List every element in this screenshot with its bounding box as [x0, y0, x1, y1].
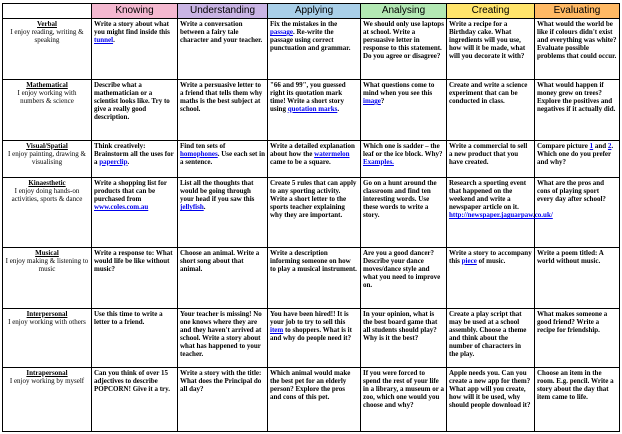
task-cell: [361, 140, 447, 177]
intelligence-description: I enjoy reading, writing & speaking: [10, 28, 84, 44]
intelligence-name: Visual/Spatial: [26, 141, 68, 150]
task-cell: [178, 140, 268, 177]
task-link[interactable]: watermelon: [314, 149, 350, 158]
task-cell: [268, 247, 361, 308]
task-cell: [92, 308, 178, 367]
task-text: Write a description informing someone on how to play a musical instrument.: [270, 248, 357, 273]
task-cell: [268, 367, 361, 431]
header-applying: Applying: [268, 4, 361, 19]
task-cell: [447, 140, 535, 177]
task-link[interactable]: tunnel: [94, 36, 114, 44]
grid-body: [3, 19, 620, 432]
task-cell: [178, 19, 268, 80]
task-link[interactable]: passage: [270, 28, 293, 36]
intelligence-description: I enjoy working by myself: [9, 376, 85, 385]
task-text: Write a persuasive letter to a friend that tells them why maths is the best subject at school.: [180, 80, 263, 113]
header-analysing: Analysing: [361, 4, 447, 19]
task-link[interactable]: jellyfish: [180, 203, 204, 212]
choice-board-grid: [2, 3, 620, 432]
task-link[interactable]: piece: [461, 256, 477, 265]
task-cell: [535, 79, 620, 140]
intelligence-description: I enjoy painting, drawing & visualising: [8, 149, 86, 166]
task-cell: [361, 19, 447, 80]
task-cell: [92, 367, 178, 431]
task-text: "66 and 99", you guessed right its quotation mark time! Write a short story using: [270, 80, 346, 113]
task-text: If you were forced to spend the rest of your life in a library, a museum or a zoo, which one would you choose and why?: [363, 368, 444, 409]
task-link[interactable]: http://newspaper.jaguarpaw.co.uk/: [449, 211, 553, 220]
task-text: Create a play script that may be used at a school assembly. Choose a theme and think about the number of characters in the play.: [449, 309, 527, 358]
task-text: Create 5 rules that can apply to any sporting activity. Write a short letter to the sports teacher explaining why they are important.: [270, 179, 357, 220]
task-link[interactable]: Examples.: [363, 157, 394, 166]
task-text: Describe what a mathematician or a scientist looks like. Try to give a really good description.: [94, 80, 170, 121]
task-cell: [268, 19, 361, 80]
task-cell: [92, 178, 178, 248]
task-cell: [361, 367, 447, 431]
intelligence-row: [3, 178, 620, 248]
task-text: .: [203, 203, 206, 212]
task-link[interactable]: paperclip: [99, 157, 128, 166]
intelligence-row: [3, 79, 620, 140]
task-cell: [361, 308, 447, 367]
task-text: ?: [380, 96, 385, 105]
task-text: Write a poem titled: A world without music.: [537, 248, 604, 265]
task-text: What are the pros and cons of playing sport every day after school?: [537, 179, 606, 204]
task-cell: [361, 79, 447, 140]
task-text: .: [127, 157, 130, 166]
intelligence-row: [3, 19, 620, 80]
task-cell: [447, 367, 535, 431]
intelligence-cell: [3, 247, 92, 308]
task-text: . Re-write the passage using correct punctuation and grammar.: [270, 28, 351, 52]
intelligence-cell: [3, 367, 92, 431]
task-text: Fix the mistakes in the: [270, 20, 338, 28]
task-text: You have been hired!! It is your job to try to sell this: [270, 309, 349, 326]
task-text: Write a recipe for a Birthday cake. What ingredients will you use, how will it be made, what will you decorate it with?: [449, 20, 526, 60]
task-text: Write a shopping list for products that can be purchased from: [94, 179, 167, 204]
task-cell: [178, 367, 268, 431]
task-text: and: [593, 141, 608, 150]
task-text: Which animal would make the best pet for an elderly person? Explore the pros and cons of this pet.: [270, 368, 351, 401]
task-text: What would the world be like if colours didn't exist and everything was white? Evaluate possible problems that could occur.: [537, 20, 617, 60]
intelligence-row: [3, 308, 620, 367]
header-row: [3, 4, 620, 19]
task-cell: [178, 178, 268, 248]
intelligence-name: Kinaesthetic: [28, 179, 66, 188]
intelligence-name: Musical: [35, 248, 59, 257]
task-text: Write a conversation between a fairy tale character and your teacher.: [180, 20, 263, 44]
intelligence-cell: [3, 308, 92, 367]
task-cell: [92, 247, 178, 308]
task-text: What makes someone a good friend? Write a recipe for friendship.: [537, 309, 608, 334]
task-text: Write a response to: What would life be like without music?: [94, 248, 173, 273]
task-link[interactable]: 2: [607, 141, 612, 150]
task-text: What questions come to mind when you see this: [363, 80, 435, 97]
intelligence-name: Verbal: [37, 20, 57, 28]
intelligence-cell: [3, 178, 92, 248]
task-cell: [535, 367, 620, 431]
intelligence-row: [3, 247, 620, 308]
task-cell: [447, 79, 535, 140]
task-cell: [535, 19, 620, 80]
task-cell: [447, 247, 535, 308]
task-cell: [268, 140, 361, 177]
task-cell: [535, 140, 620, 177]
task-text: Compare picture: [537, 141, 590, 150]
task-text: Can you think of over 15 adjectives to describe POPCORN! Give it a try.: [94, 368, 171, 393]
intelligence-name: Mathematical: [26, 80, 68, 89]
task-text: . Which one do you prefer and why?: [537, 141, 614, 166]
task-link[interactable]: www.coles.com.au: [94, 203, 149, 212]
header-knowing: Knowing: [92, 4, 178, 19]
task-text: Write a story with the title: What does the Principal do all day?: [180, 368, 262, 393]
task-cell: [178, 247, 268, 308]
intelligence-name: Interpersonal: [26, 309, 68, 318]
task-link[interactable]: 1: [589, 141, 594, 150]
task-cell: [268, 178, 361, 248]
task-cell: [447, 19, 535, 80]
task-cell: [535, 308, 620, 367]
intelligence-name: Intrapersonal: [26, 368, 68, 377]
task-link[interactable]: image: [363, 96, 381, 105]
task-cell: [268, 308, 361, 367]
header-creating: Creating: [447, 4, 535, 19]
task-text: Research a sporting event that happened on the weekend and write a newspaper article on it.: [449, 179, 527, 212]
intelligence-row: [3, 140, 620, 177]
intelligence-description: I enjoy making & listening to music: [5, 256, 89, 273]
task-text: In your opinion, what is the best board game that all students should play? Why is it the best?: [363, 309, 438, 342]
intelligence-cell: [3, 140, 92, 177]
task-text: Find ten sets of: [180, 141, 226, 150]
task-text: Your teacher is missing! No one knows where they are and they haven't arrived at school. Write a story about what has happened to your teacher.: [180, 309, 262, 358]
task-cell: [535, 247, 620, 308]
task-text: Create and write a science experiment that can be conducted in class.: [449, 80, 528, 105]
task-text: Choose an item in the room. E.g. pencil. Write a story about the day that item came to life.: [537, 368, 614, 401]
task-cell: [92, 140, 178, 177]
task-text: Go on a hunt around the classroom and find ten interesting words. Use these words to write a story.: [363, 179, 437, 220]
task-text: Write a commercial to sell a new product that you have created.: [449, 141, 528, 166]
task-text: to shoppers. What is it and why do people need it?: [270, 325, 352, 342]
task-text: Write a story about what you might find inside this: [94, 20, 170, 36]
intelligence-description: I enjoy working with numbers & science: [17, 88, 77, 105]
task-text: Are you a good dancer? Describe your dance moves/dance style and what you need to improve on.: [363, 248, 441, 289]
task-link[interactable]: quotation marks: [287, 104, 338, 113]
intelligence-cell: [3, 19, 92, 80]
task-text: Write a story to accompany this: [449, 248, 532, 265]
task-text: came to be a square.: [270, 157, 331, 166]
task-text: Think creatively: Brainstorm all the uses for a: [94, 141, 174, 166]
task-text: Apple needs you. Can you create a new app for them? What app will you create, how will it be used, why should people download it?: [449, 368, 531, 409]
intelligence-description: I enjoy doing hands-on activities, sports & dance: [11, 187, 83, 204]
task-cell: [361, 247, 447, 308]
task-cell: [92, 19, 178, 80]
task-cell: [178, 308, 268, 367]
task-text: Write a detailed explanation about how the: [270, 141, 355, 158]
task-text: What would happen if money grew on trees? Explore the positives and negatives if it actually did.: [537, 80, 616, 113]
task-text: .: [337, 104, 340, 113]
task-cell: [361, 178, 447, 248]
task-cell: [447, 308, 535, 367]
task-text: . Use each set in a sentence.: [180, 149, 265, 166]
task-text: of music.: [476, 256, 506, 265]
task-text: Choose an animal. Write a short song about that animal.: [180, 248, 260, 273]
header-evaluating: Evaluating: [535, 4, 620, 19]
intelligence-description: I enjoy working with others: [8, 317, 86, 326]
intelligence-row: [3, 367, 620, 431]
task-cell: [178, 79, 268, 140]
corner-cell: [3, 4, 92, 19]
intelligence-cell: [3, 79, 92, 140]
task-text: Which one is sadder – the leaf or the ice block. Why?: [363, 141, 443, 158]
task-cell: [92, 79, 178, 140]
task-text: Use this time to write a letter to a friend.: [94, 309, 163, 326]
task-text: .: [113, 36, 115, 44]
task-text: List all the thoughts that would be going through your head if you saw this: [180, 179, 255, 204]
task-link[interactable]: homophones: [180, 149, 218, 158]
task-link[interactable]: item: [270, 325, 284, 334]
task-cell: [268, 79, 361, 140]
task-text: We should only use laptops at school. Write a persuasive letter in response to this statement. Do you agree or disagree?: [363, 20, 444, 60]
header-understanding: Understanding: [178, 4, 268, 19]
task-cell: [447, 178, 553, 248]
